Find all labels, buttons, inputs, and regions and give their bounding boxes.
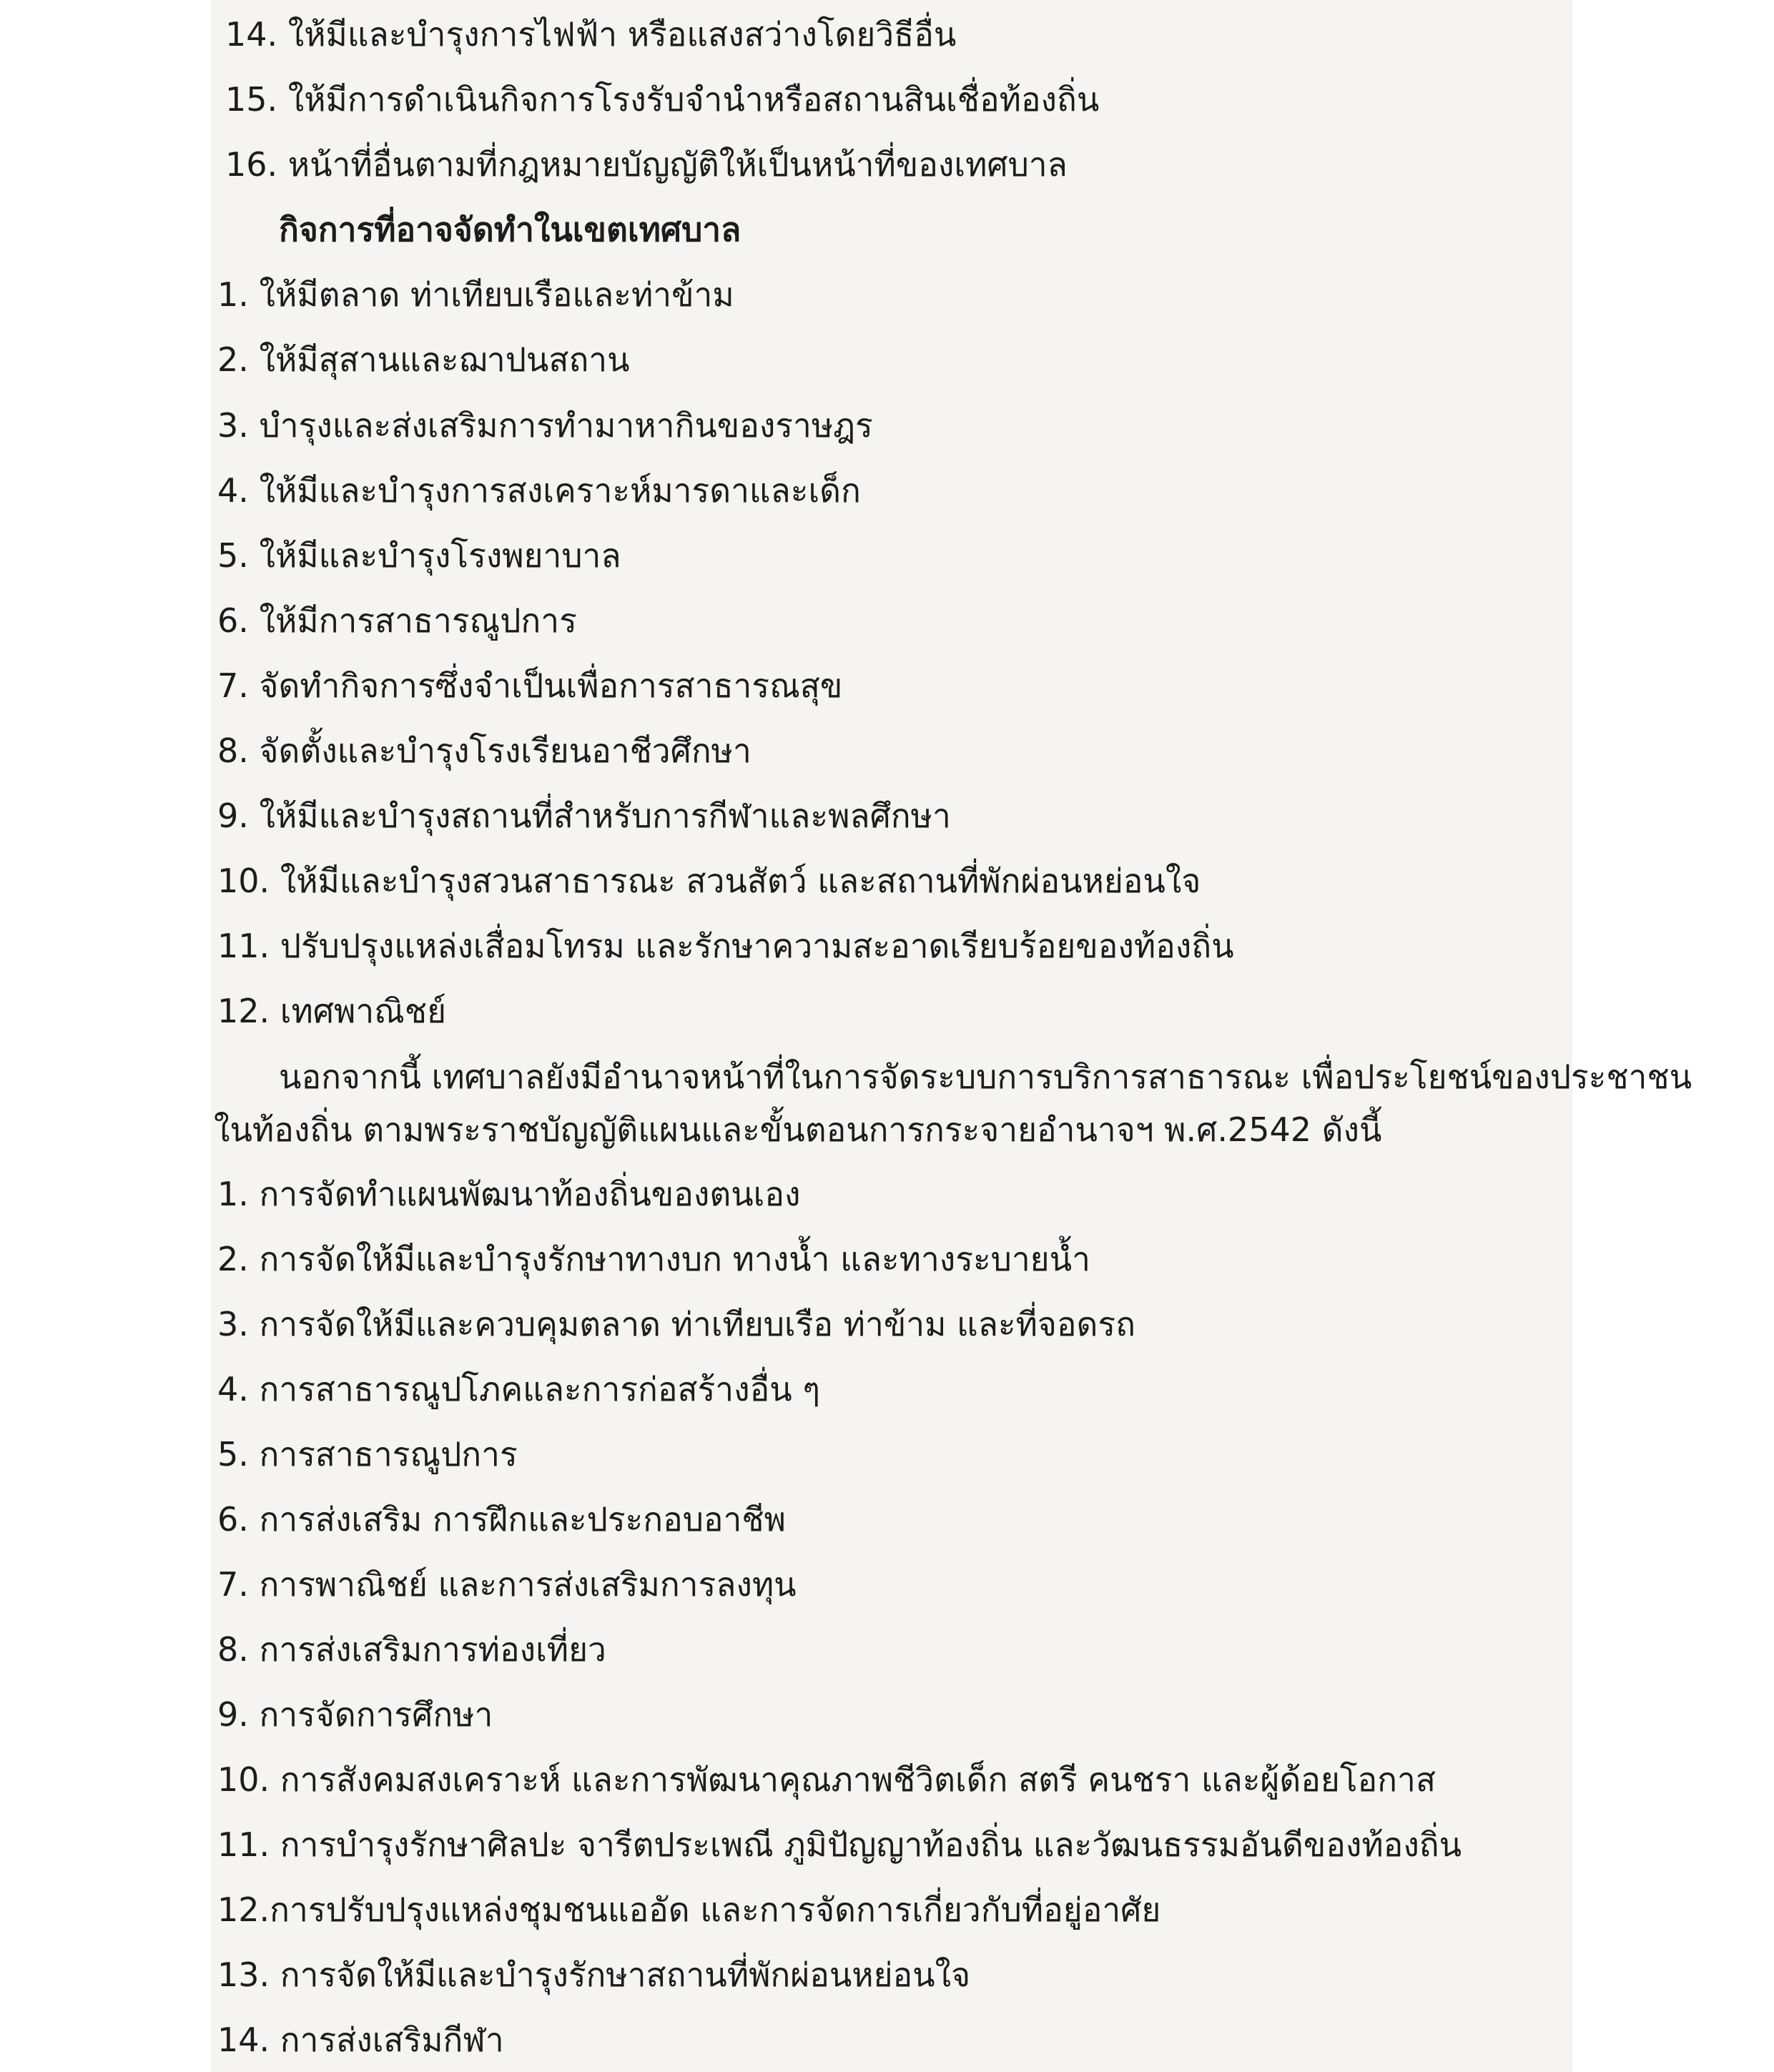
list-item: 2. ให้มีสุสานและฌาปนสถาน bbox=[217, 340, 630, 379]
list-item: 11. การบำรุงรักษาศิลปะ จารีตประเพณี ภูมิปัญญาท้องถิ่น และวัฒนธรรมอันดีของท้องถิ่น bbox=[217, 1825, 1462, 1864]
list-item: 8. จัดตั้งและบำรุงโรงเรียนอาชีวศึกษา bbox=[217, 731, 752, 770]
list-item: 9. ให้มีและบำรุงสถานที่สำหรับการกีฬาและพลศึกษา bbox=[217, 796, 951, 835]
list-item: 6. การส่งเสริม การฝึกและประกอบอาชีพ bbox=[217, 1500, 786, 1539]
list-item: 8. การส่งเสริมการท่องเที่ยว bbox=[217, 1630, 606, 1669]
list-item: 13. การจัดให้มีและบำรุงรักษาสถานที่พักผ่อนหย่อนใจ bbox=[217, 1955, 971, 1994]
list-item: 2. การจัดให้มีและบำรุงรักษาทางบก ทางน้ำ และทางระบายน้ำ bbox=[217, 1240, 1090, 1278]
list-item: 11. ปรับปรุงแหล่งเสื่อมโทรม และรักษาความสะอาดเรียบร้อยของท้องถิ่น bbox=[217, 927, 1234, 965]
list-item: 7. จัดทำกิจการซึ่งจำเป็นเพื่อการสาธารณสุข bbox=[217, 666, 843, 705]
list-item: 5. การสาธารณูปการ bbox=[217, 1435, 518, 1474]
list-item: 15. ให้มีการดำเนินกิจการโรงรับจำนำหรือสถานสินเชื่อท้องถิ่น bbox=[225, 80, 1100, 119]
list-item: 6. ให้มีการสาธารณูปการ bbox=[217, 601, 577, 640]
list-item: 4. ให้มีและบำรุงการสงเคราะห์มารดาและเด็ก bbox=[217, 471, 861, 510]
list-item: 4. การสาธารณูปโภคและการก่อสร้างอื่น ๆ bbox=[217, 1370, 820, 1409]
list-item: 16. หน้าที่อื่นตามที่กฎหมายบัญญัติให้เป็นหน้าที่ของเทศบาล bbox=[225, 145, 1068, 184]
list-item: 3. บำรุงและส่งเสริมการทำมาหากินของราษฎร bbox=[217, 406, 873, 445]
document-page bbox=[211, 0, 1692, 2072]
list-item: 1. การจัดทำแผนพัฒนาท้องถิ่นของตนเอง bbox=[217, 1175, 801, 1213]
intro-paragraph bbox=[214, 1050, 1692, 1156]
list-item: 5. ให้มีและบำรุงโรงพยาบาล bbox=[217, 536, 621, 575]
section-heading: กิจการที่อาจจัดทำในเขตเทศบาล bbox=[279, 210, 741, 249]
list-item: 10. การสังคมสงเคราะห์ และการพัฒนาคุณภาพชีวิตเด็ก สตรี คนชรา และผู้ด้อยโอกาส bbox=[217, 1760, 1436, 1799]
list-item: 12.การปรับปรุงแหล่งชุมชนแออัด และการจัดการเกี่ยวกับที่อยู่อาศัย bbox=[217, 1890, 1161, 1929]
list-item: 12. เทศพาณิชย์ bbox=[217, 992, 447, 1030]
list-item: 14. การส่งเสริมกีฬา bbox=[217, 2021, 504, 2059]
paragraph-line: นอกจากนี้ เทศบาลยังมีอำนาจหน้าที่ในการจัดระบบการบริการสาธารณะ เพื่อประโยชน์ของประชาชน bbox=[279, 1057, 1692, 1096]
list-item: 14. ให้มีและบำรุงการไฟฟ้า หรือแสงสว่างโดยวิธีอื่น bbox=[225, 15, 957, 54]
document-content bbox=[211, 0, 1692, 2072]
list-item: 1. ให้มีตลาด ท่าเทียบเรือและท่าข้าม bbox=[217, 275, 734, 314]
list-item: 3. การจัดให้มีและควบคุมตลาด ท่าเทียบเรือ ท่าข้าม และที่จอดรถ bbox=[217, 1305, 1135, 1343]
list-item: 10. ให้มีและบำรุงสวนสาธารณะ สวนสัตว์ และสถานที่พักผ่อนหย่อนใจ bbox=[217, 862, 1201, 900]
paragraph-line: ในท้องถิ่น ตามพระราชบัญญัติแผนและขั้นตอนการกระจายอำนาจฯ พ.ศ.2542 ดังนี้ bbox=[214, 1110, 1382, 1149]
list-item: 9. การจัดการศึกษา bbox=[217, 1695, 493, 1734]
list-item: 7. การพาณิชย์ และการส่งเสริมการลงทุน bbox=[217, 1565, 797, 1604]
